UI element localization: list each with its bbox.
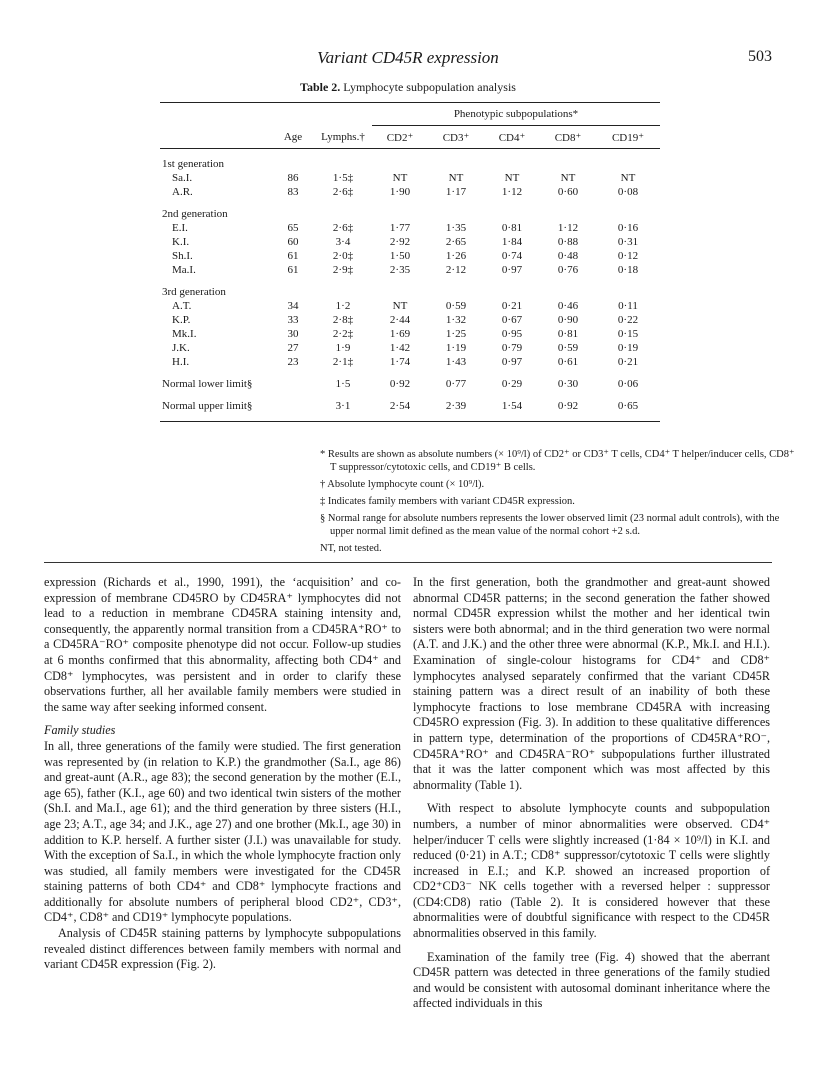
cell-cd4: 0·29 bbox=[501, 378, 523, 390]
row-label: Mk.I. bbox=[172, 328, 197, 340]
cell-cd8: 0·59 bbox=[557, 342, 579, 354]
cell-cd2: 1·74 bbox=[389, 356, 411, 368]
cell-lymphs: 3·4 bbox=[335, 236, 351, 248]
cell-cd8: 0·60 bbox=[557, 186, 579, 198]
cell-cd3: 0·77 bbox=[445, 378, 467, 390]
cell-cd8: 0·30 bbox=[557, 378, 579, 390]
col-cd3: CD3⁺ bbox=[442, 131, 470, 144]
row-label: A.R. bbox=[172, 186, 193, 198]
cell-cd8: 0·76 bbox=[557, 264, 579, 276]
cell-lymphs: 1·5 bbox=[335, 378, 351, 390]
col-cd2: CD2⁺ bbox=[386, 131, 414, 144]
paragraph: In all, three generations of the family were studied. The first generation was represented by (in relation to K.P.) the grandmother (Sa.I., age 86) and great-aunt (A.R., age 83); the second generation by the mother (E.I., age 65), father (K.I., age 60) and two identical twin sisters of the mother (Sh.I. and Ma.I., age 61); and the third generation by three sisters (H.I., age 23; A.T., age 34; and J.K., age 27) and one brother (Mk.I., age 30) in addition to K.P. herself. A further sister (J.I.) was unavailable for study. With the exception of Sa.I., in which the whole lymphocyte fraction only was studied, all family members were investigated for the CD45R staining patterns of both CD4⁺ and CD8⁺ lymphocyte fractions and additionally for absolute numbers of peripheral blood CD2⁺, CD3⁺, CD4⁺, CD8⁺ and CD19⁺ lymphocyte populations. bbox=[44, 738, 401, 925]
cell-age: 61 bbox=[287, 264, 299, 276]
cell-cd8: 0·81 bbox=[557, 328, 579, 340]
cell-cd3: 2·39 bbox=[445, 400, 467, 412]
table-row bbox=[160, 341, 660, 355]
cell-cd19: 0·08 bbox=[617, 186, 639, 198]
cell-cd4: 0·81 bbox=[501, 222, 523, 234]
footnote: * Results are shown as absolute numbers (× 10⁹/l) of CD2⁺ or CD3⁺ T cells, CD4⁺ T helper/inducer cells, CD8⁺ T suppressor/cytotoxic cells, and CD19⁺ B cells. bbox=[320, 449, 795, 473]
cell-cd3: 2·65 bbox=[445, 236, 467, 248]
cell-cd8: 0·90 bbox=[557, 314, 579, 326]
footnote: NT, not tested. bbox=[320, 543, 382, 554]
group-header: Phenotypic subpopulations* bbox=[372, 103, 660, 126]
table-row bbox=[160, 399, 660, 413]
paragraph: Analysis of CD45R staining patterns by lymphocyte subpopulations revealed distinct differences between family members with normal and variant CD45R expression (Fig. 2). bbox=[44, 926, 401, 972]
cell-cd3: 1·43 bbox=[445, 356, 467, 368]
row-label: E.I. bbox=[172, 222, 188, 234]
row-label: Normal lower limit§ bbox=[162, 378, 253, 390]
cell-lymphs: 1·5‡ bbox=[332, 172, 354, 184]
cell-cd4: 0·97 bbox=[501, 356, 523, 368]
cell-age: 61 bbox=[287, 250, 299, 262]
col-cd4: CD4⁺ bbox=[498, 131, 526, 144]
cell-cd2: 0·92 bbox=[389, 378, 411, 390]
cell-age: 23 bbox=[287, 356, 299, 368]
cell-lymphs: 3·1 bbox=[335, 400, 351, 412]
footnote: § Normal range for absolute numbers represents the lower observed limit (23 normal adult controls), with the upper normal limit defined as the mean value of the normal cohort +2 s.d. bbox=[320, 513, 780, 537]
cell-cd4: 0·74 bbox=[501, 250, 523, 262]
cell-age bbox=[272, 399, 314, 413]
generation-label: 1st generation bbox=[162, 158, 225, 170]
cell-cd19: 0·31 bbox=[617, 236, 639, 248]
right-column bbox=[413, 575, 770, 1012]
cell-cd8: 1·12 bbox=[557, 222, 579, 234]
cell-cd2: NT bbox=[392, 300, 408, 312]
row-label: Sh.I. bbox=[172, 250, 193, 262]
cell-cd8: 0·92 bbox=[557, 400, 579, 412]
cell-cd2: 1·42 bbox=[389, 342, 411, 354]
cell-lymphs: 2·6‡ bbox=[332, 186, 354, 198]
generation-label: 3rd generation bbox=[162, 286, 226, 298]
cell-cd3: 1·32 bbox=[445, 314, 467, 326]
section-divider bbox=[44, 562, 772, 563]
cell-age: 83 bbox=[287, 186, 299, 198]
cell-cd4: 1·84 bbox=[501, 236, 523, 248]
cell-cd19: 0·18 bbox=[617, 264, 639, 276]
table-row bbox=[160, 327, 660, 341]
cell-lymphs: 2·1‡ bbox=[332, 356, 354, 368]
cell-cd3: 0·59 bbox=[445, 300, 467, 312]
cell-age: 30 bbox=[287, 328, 299, 340]
cell-cd2: 1·90 bbox=[389, 186, 411, 198]
cell-age bbox=[272, 377, 314, 391]
cell-cd3: 1·35 bbox=[445, 222, 467, 234]
cell-age: 60 bbox=[287, 236, 299, 248]
col-lymphs: Lymphs.† bbox=[321, 130, 365, 143]
cell-cd3: 1·26 bbox=[445, 250, 467, 262]
footnote: † Absolute lymphocyte count (× 10⁹/l). bbox=[320, 479, 485, 490]
page-number: 503 bbox=[748, 48, 772, 65]
cell-cd19: 0·12 bbox=[617, 250, 639, 262]
cell-cd19: 0·21 bbox=[617, 356, 639, 368]
cell-cd2: 2·92 bbox=[389, 236, 411, 248]
table-caption bbox=[0, 80, 816, 95]
cell-cd4: 0·95 bbox=[501, 328, 523, 340]
cell-cd19: NT bbox=[620, 172, 636, 184]
cell-cd2: 2·54 bbox=[389, 400, 411, 412]
cell-cd2: 2·44 bbox=[389, 314, 411, 326]
table-row bbox=[160, 221, 660, 235]
cell-age: 27 bbox=[287, 342, 299, 354]
cell-cd2: 2·35 bbox=[389, 264, 411, 276]
cell-lymphs: 2·2‡ bbox=[332, 328, 354, 340]
cell-cd8: 0·88 bbox=[557, 236, 579, 248]
cell-cd19: 0·06 bbox=[617, 378, 639, 390]
cell-cd4: 0·97 bbox=[501, 264, 523, 276]
cell-cd2: 1·77 bbox=[389, 222, 411, 234]
paragraph: Examination of the family tree (Fig. 4) showed that the aberrant CD45R pattern was detected in three generations of the family studied and would be consistent with autosomal dominant inheritance where the affected individuals in this bbox=[413, 949, 770, 1011]
cell-cd3: NT bbox=[448, 172, 464, 184]
col-cd19: CD19⁺ bbox=[611, 131, 645, 144]
row-label: Ma.I. bbox=[172, 264, 196, 276]
cell-cd4: 1·12 bbox=[501, 186, 523, 198]
table-row bbox=[160, 377, 660, 391]
lymphocyte-table bbox=[160, 102, 660, 422]
row-label: J.K. bbox=[172, 342, 190, 354]
generation-label: 2nd generation bbox=[162, 208, 228, 220]
cell-lymphs: 1·2 bbox=[335, 300, 351, 312]
cell-lymphs: 2·6‡ bbox=[332, 222, 354, 234]
cell-cd19: 0·22 bbox=[617, 314, 639, 326]
left-column bbox=[44, 575, 401, 973]
row-label: H.I. bbox=[172, 356, 190, 368]
row-label: Sa.I. bbox=[172, 172, 193, 184]
running-title: Variant CD45R expression bbox=[317, 48, 499, 67]
cell-cd19: 0·16 bbox=[617, 222, 639, 234]
table-row bbox=[160, 171, 660, 185]
row-label: Normal upper limit§ bbox=[162, 400, 253, 412]
cell-cd3: 1·17 bbox=[445, 186, 467, 198]
cell-cd4: 0·67 bbox=[501, 314, 523, 326]
cell-cd2: NT bbox=[392, 172, 408, 184]
cell-lymphs: 2·8‡ bbox=[332, 314, 354, 326]
cell-cd8: NT bbox=[560, 172, 576, 184]
cell-cd19: 0·15 bbox=[617, 328, 639, 340]
cell-cd3: 1·19 bbox=[445, 342, 467, 354]
table-row bbox=[160, 185, 660, 199]
paragraph: In the first generation, both the grandmother and great-aunt showed abnormal CD45R patterns; in the second generation the father showed normal CD45R expression whilst the mother and her identical twin sisters were both abnormal; and in the third generation two were normal (A.T. and J.K.) and the other three were abnormal (K.P., Mk.I. and H.I.). Examination of single-colour histograms for CD4⁺ and CD8⁺ lymphocytes analysed separately confirmed that the variant CD45R staining pattern was a direct result of an inability of both these lymphocyte fractions to lose membrane CD45RA with increasing CD45RO expression (Fig. 3). In addition to these qualitative differences in pattern type, determination of the proportions of CD45RA⁺RO⁻, CD45RA⁺RO⁺ and CD45RA⁻RO⁺ subpopulations further illustrated that it was the latter component which was most affected by this abnormality (Table 1). bbox=[413, 575, 770, 792]
table-row bbox=[160, 263, 660, 277]
cell-cd19: 0·19 bbox=[617, 342, 639, 354]
table-row bbox=[160, 235, 660, 249]
row-label: K.P. bbox=[172, 314, 191, 326]
cell-cd4: 0·21 bbox=[501, 300, 523, 312]
paragraph: expression (Richards et al., 1990, 1991), the ‘acquisition’ and co-expression of membrane CD45RO by CD45RA⁺ lymphocytes did not lead to a reduction in membrane CD45RA staining intensity and, consequently, the apparently normal transition from a CD45RA⁺RO⁺ to a CD45RA⁻RO⁺ composite phenotype did not occur. Follow-up studies at 6 months confirmed that this abnormality, affecting both CD4⁺ and CD8⁺ lymphocytes, was persistent and in order to clarify these observations further, all her available family members were studied in the same way after seeking informed consent. bbox=[44, 575, 401, 714]
table-caption-label: Table 2. bbox=[300, 80, 341, 94]
cell-age: 34 bbox=[287, 300, 299, 312]
cell-cd8: 0·46 bbox=[557, 300, 579, 312]
running-header bbox=[0, 46, 816, 70]
cell-cd2: 1·69 bbox=[389, 328, 411, 340]
cell-cd4: 0·79 bbox=[501, 342, 523, 354]
cell-cd8: 0·61 bbox=[557, 356, 579, 368]
paragraph: With respect to absolute lymphocyte counts and subpopulation numbers, a number of minor abnormalities were observed. CD4⁺ helper/inducer T cells were slightly increased (1·84 × 10⁹/l) in K.I. and reduced (0·21) in A.T.; CD8⁺ suppressor/cytotoxic T cells were slightly increased in E.I.; and K.P. showed an increased proportion of CD2⁺CD3⁻ NK cells together with a reversed helper : suppressor (CD4:CD8) ratio (Table 2). It is considered however that these abnormalities were of doubtful significance with respect to the CD45R abnormalities observed in this family. bbox=[413, 801, 770, 941]
cell-cd19: 0·65 bbox=[617, 400, 639, 412]
col-cd8: CD8⁺ bbox=[554, 131, 582, 144]
row-label: K.I. bbox=[172, 236, 190, 248]
table-row bbox=[160, 299, 660, 313]
section-heading: Family studies bbox=[44, 723, 116, 738]
table-row bbox=[160, 313, 660, 327]
table-caption-text: Lymphocyte subpopulation analysis bbox=[340, 80, 516, 94]
cell-cd19: 0·11 bbox=[618, 300, 638, 312]
cell-cd4: NT bbox=[504, 172, 520, 184]
cell-lymphs: 2·0‡ bbox=[332, 250, 354, 262]
table-row bbox=[160, 249, 660, 263]
cell-cd8: 0·48 bbox=[557, 250, 579, 262]
row-label: A.T. bbox=[172, 300, 192, 312]
cell-cd3: 1·25 bbox=[445, 328, 467, 340]
table-footnotes bbox=[320, 448, 800, 559]
cell-lymphs: 2·9‡ bbox=[332, 264, 354, 276]
cell-cd3: 2·12 bbox=[445, 264, 467, 276]
cell-age: 86 bbox=[287, 172, 299, 184]
table-row bbox=[160, 355, 660, 369]
cell-age: 65 bbox=[287, 222, 299, 234]
cell-cd4: 1·54 bbox=[501, 400, 523, 412]
cell-cd2: 1·50 bbox=[389, 250, 411, 262]
footnote: ‡ Indicates family members with variant CD45R expression. bbox=[320, 496, 575, 507]
cell-lymphs: 1·9 bbox=[335, 342, 351, 354]
col-age: Age bbox=[283, 130, 303, 143]
cell-age: 33 bbox=[287, 314, 299, 326]
